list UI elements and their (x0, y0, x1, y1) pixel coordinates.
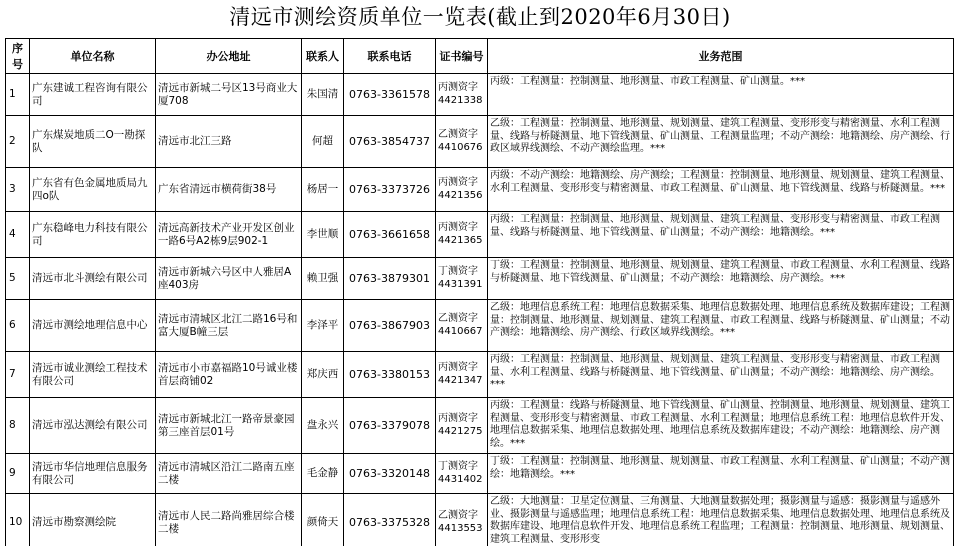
cell-cert: 乙测资字4410676 (436, 116, 488, 168)
cell-address: 清远市清城区北江二路16号和富大厦B幢三层 (156, 300, 302, 352)
cell-cert: 丙测资字4421356 (436, 168, 488, 212)
cell-no: 9 (6, 454, 30, 494)
table-row (6, 168, 954, 212)
table-row (6, 454, 954, 494)
table-row (6, 352, 954, 398)
cell-name: 广东稳峰电力科技有限公司 (30, 212, 156, 258)
table-row (6, 258, 954, 300)
cell-address: 清远市清城区沿江二路南五座二楼 (156, 454, 302, 494)
cell-contact: 毛金静 (302, 454, 344, 494)
cell-phone: 0763-3379078 (344, 398, 436, 454)
cell-cert: 丙测资字4421338 (436, 74, 488, 116)
cell-no: 4 (6, 212, 30, 258)
cell-address: 清远市小市嘉福路10号诚业楼首层商铺02 (156, 352, 302, 398)
cell-cert: 丙测资字4421275 (436, 398, 488, 454)
cell-no: 5 (6, 258, 30, 300)
cell-name: 广东省有色金属地质局九四o队 (30, 168, 156, 212)
cell-name: 清远市测绘地理信息中心 (30, 300, 156, 352)
cell-address: 清远市北江三路 (156, 116, 302, 168)
cell-name: 广东煤炭地质二O一勘探队 (30, 116, 156, 168)
cell-name: 清远市诚业测绘工程技术有限公司 (30, 352, 156, 398)
cell-phone: 0763-3661658 (344, 212, 436, 258)
cell-address: 清远市人民二路尚雅居综合楼二楼 (156, 494, 302, 546)
header-no: 序号 (6, 39, 30, 74)
survey-qualification-table (5, 38, 954, 546)
cell-scope: 丙级：不动产测绘：地籍测绘、房产测绘；工程测量：控制测量、地形测量、规划测量、建筑工程测量、水利工程测量、变形形变与精密测量、市政工程测量、矿山测量、地下管线测量、线路与桥隧测量。*** (488, 168, 954, 212)
cell-contact: 李泽平 (302, 300, 344, 352)
table-row (6, 494, 954, 546)
cell-cert: 丁测资字4431391 (436, 258, 488, 300)
header-name: 单位名称 (30, 39, 156, 74)
cell-address: 清远高新技术产业开发区创业一路6号A2栋9层902-1 (156, 212, 302, 258)
cell-phone: 0763-3854737 (344, 116, 436, 168)
cell-scope: 丁级：工程测量：控制测量、地形测量、规划测量、建筑工程测量、市政工程测量、水利工程测量、线路与桥隧测量、地下管线测量、矿山测量；不动产测绘：地籍测绘、房产测绘。*** (488, 258, 954, 300)
cell-no: 3 (6, 168, 30, 212)
table-row (6, 74, 954, 116)
cell-phone: 0763-3320148 (344, 454, 436, 494)
cell-contact: 郑庆西 (302, 352, 344, 398)
cell-contact: 何超 (302, 116, 344, 168)
cell-cert: 丙测资字4421347 (436, 352, 488, 398)
cell-no: 7 (6, 352, 30, 398)
cell-scope: 乙级：地理信息系统工程：地理信息数据采集、地理信息数据处理、地理信息系统及数据库建设；工程测量：控制测量、地形测量、规划测量、建筑工程测量、市政工程测量、线路与桥隧测量、矿山测量；不动产测绘：地籍测绘、房产测绘、行政区域界线测绘。*** (488, 300, 954, 352)
cell-phone: 0763-3380153 (344, 352, 436, 398)
table-row (6, 300, 954, 352)
cell-contact: 朱国清 (302, 74, 344, 116)
cell-no: 8 (6, 398, 30, 454)
cell-phone: 0763-3879301 (344, 258, 436, 300)
header-address: 办公地址 (156, 39, 302, 74)
document-title: 清远市测绘资质单位一览表(截止到2020年6月30日) (229, 5, 731, 29)
header-contact: 联系人 (302, 39, 344, 74)
cell-name: 清远市勘察测绘院 (30, 494, 156, 546)
cell-phone: 0763-3373726 (344, 168, 436, 212)
cell-cert: 丙测资字4421365 (436, 212, 488, 258)
table-row (6, 212, 954, 258)
cell-contact: 赖卫强 (302, 258, 344, 300)
cell-scope: 丙级：工程测量：控制测量、地形测量、规划测量、建筑工程测量、变形形变与精密测量、市政工程测量、水利工程测量、线路与桥隧测量、地下管线测量、矿山测量；不动产测绘：地籍测绘、房产测绘。*** (488, 352, 954, 398)
cell-scope: 丙级：工程测量：控制测量、地形测量、规划测量、建筑工程测量、变形形变与精密测量、市政工程测量、线路与桥隧测量、地下管线测量、矿山测量；不动产测绘：地籍测绘。*** (488, 212, 954, 258)
cell-cert: 丁测资字4431402 (436, 454, 488, 494)
cell-contact: 李世顺 (302, 212, 344, 258)
cell-scope: 乙级：大地测量：卫星定位测量、三角测量、大地测量数据处理；摄影测量与遥感：摄影测量与遥感外业、摄影测量与遥感监理；地理信息系统工程：地理信息数据采集、地理信息数据处理、地理信息系统及数据库建设、地理信息软件开发、地理信息系统工程监理；工程测量：控制测量、地形测量、规划测量、建筑工程测量、变形形变 (488, 494, 954, 546)
cell-address: 广东省清远市横荷街38号 (156, 168, 302, 212)
cell-scope: 丙级：工程测量：线路与桥隧测量、地下管线测量、矿山测量、控制测量、地形测量、规划测量、建筑工程测量、变形形变与精密测量、市政工程测量、水利工程测量；地理信息系统工程：地理信息软件开发、地理信息数据采集、地理信息数据处理、地理信息系统及数据库建设；不动产测绘：地籍测绘、房产测绘。*** (488, 398, 954, 454)
cell-cert: 乙测资字4413553 (436, 494, 488, 546)
cell-contact: 杨居一 (302, 168, 344, 212)
cell-scope: 乙级：工程测量：控制测量、地形测量、规划测量、建筑工程测量、变形形变与精密测量、水利工程测量、线路与桥隧测量、地下管线测量、矿山测量、工程测量监理；不动产测绘：地籍测绘、房产测绘、行政区域界线测绘、不动产测绘监理。*** (488, 116, 954, 168)
cell-no: 6 (6, 300, 30, 352)
cell-contact: 盘永兴 (302, 398, 344, 454)
cell-no: 10 (6, 494, 30, 546)
cell-address: 清远市新城六号区中人雅居A座403房 (156, 258, 302, 300)
cell-scope: 丁级：工程测量：控制测量、地形测量、规划测量、市政工程测量、水利工程测量、矿山测量；不动产测绘：地籍测绘。*** (488, 454, 954, 494)
header-phone: 联系电话 (344, 39, 436, 74)
cell-name: 清远市泓达测绘有限公司 (30, 398, 156, 454)
cell-phone: 0763-3361578 (344, 74, 436, 116)
cell-name: 清远市华信地理信息服务有限公司 (30, 454, 156, 494)
cell-name: 清远市北斗测绘有限公司 (30, 258, 156, 300)
table-header-row (6, 39, 954, 74)
cell-phone: 0763-3375328 (344, 494, 436, 546)
table-row (6, 116, 954, 168)
cell-cert: 乙测资字4410667 (436, 300, 488, 352)
cell-contact: 颜倚天 (302, 494, 344, 546)
table-row (6, 398, 954, 454)
cell-scope: 丙级：工程测量：控制测量、地形测量、市政工程测量、矿山测量。*** (488, 74, 954, 116)
cell-address: 清远市新城北江一路帝景豪园第三座首层01号 (156, 398, 302, 454)
cell-no: 1 (6, 74, 30, 116)
header-scope: 业务范围 (488, 39, 954, 74)
cell-phone: 0763-3867903 (344, 300, 436, 352)
cell-name: 广东建诚工程咨询有限公司 (30, 74, 156, 116)
cell-no: 2 (6, 116, 30, 168)
header-cert: 证书编号 (436, 39, 488, 74)
cell-address: 清远市新城二号区13号商业大厦708 (156, 74, 302, 116)
